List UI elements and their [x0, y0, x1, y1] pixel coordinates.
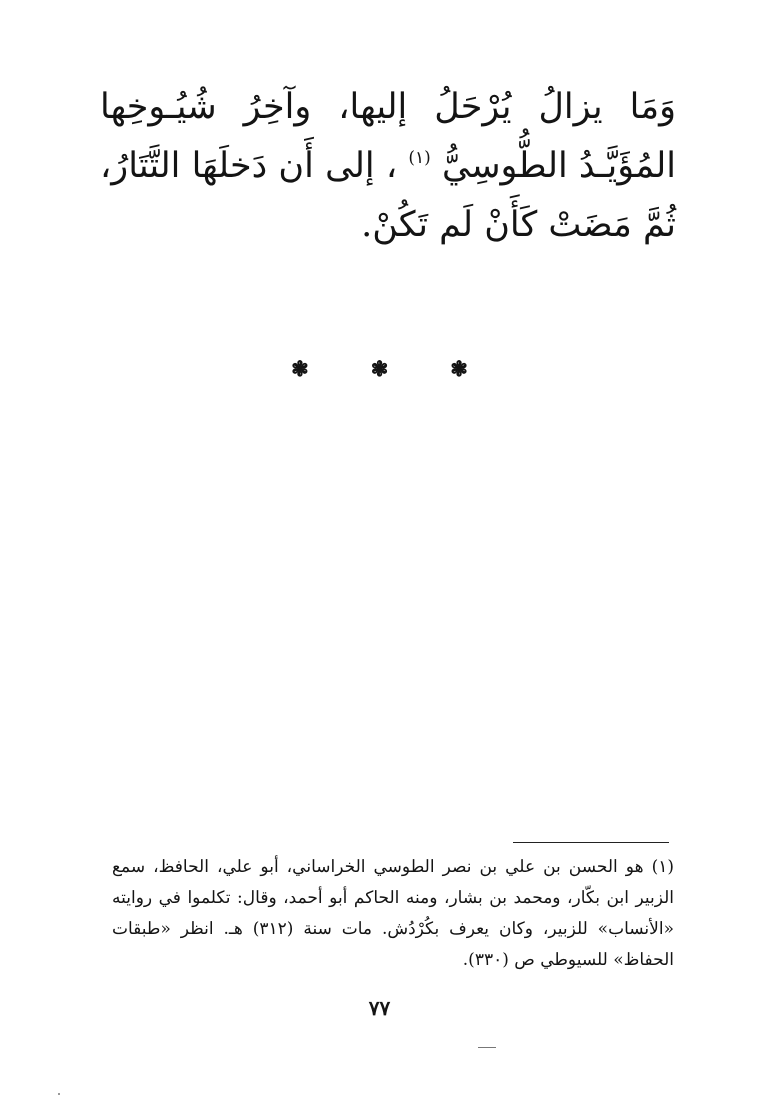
asterism-icon: ❃: [370, 356, 389, 381]
page-number: ٧٧: [368, 996, 391, 1020]
section-separator: [0, 356, 759, 386]
corner-dot: [58, 1093, 60, 1095]
footnote-reference[interactable]: (١): [408, 148, 431, 168]
asterism-icon: ❃: [450, 356, 468, 381]
footnote-text: (١) هو الحسن بن علي بن نصر الطوسي الخراساني، أبو علي، الحافظ، سمع الزبير ابن بكّار، ومحمد بن بشار، ومنه الحاكم أبو أحمد، وقال: تكلموا في روايته «الأنساب» للزبير، وكان يعرف بكُرْدُش. مات سنة (٣١٢) هـ. انظر «طبقات الحفاظ» للسيوطي ص (٣٣٠).: [112, 857, 674, 970]
main-paragraph-text: وَمَا يزالُ يُرْحَلُ إليها، وآخِرُ شُيُـوخِها المُؤَيَّـدُ الطُّوسِيُّ: [100, 87, 676, 186]
footnote-divider: [513, 842, 669, 843]
main-paragraph-ending: ، إلى أَن دَخلَهَا التَّتَارُ، ثُمَّ مَضَتْ كَأَنْ لَم تَكُنْ.: [100, 146, 676, 245]
bottom-mark: [478, 1047, 496, 1048]
asterism-icon: ❃: [291, 356, 309, 381]
main-paragraph: [100, 78, 676, 255]
